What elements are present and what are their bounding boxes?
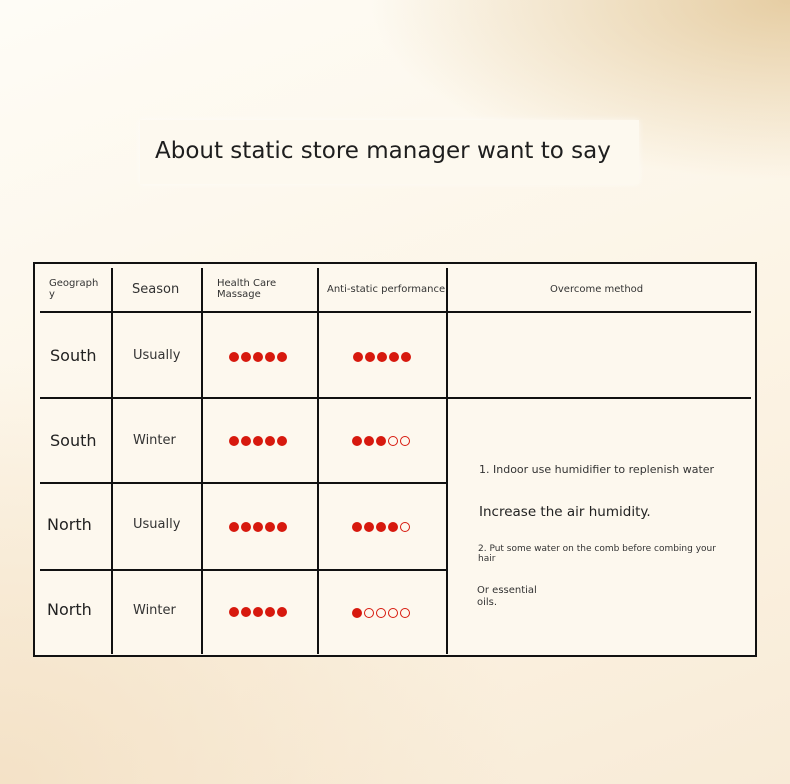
row-2-season: Winter	[133, 433, 176, 448]
rating-dot-filled-icon	[241, 607, 251, 617]
rating-dot-filled-icon	[229, 352, 239, 362]
row-4-season: Winter	[133, 603, 176, 618]
row-1-health-rating	[229, 352, 287, 362]
rating-dot-filled-icon	[277, 436, 287, 446]
rating-dot-filled-icon	[277, 522, 287, 532]
row-1-geography: South	[50, 346, 97, 365]
rating-dot-filled-icon	[388, 522, 398, 532]
header-geography: Geography	[49, 278, 99, 300]
row-2-antistatic-rating	[352, 436, 410, 446]
rating-dot-empty-icon	[400, 608, 410, 618]
rating-dot-filled-icon	[376, 522, 386, 532]
rating-dot-empty-icon	[400, 436, 410, 446]
rating-dot-filled-icon	[389, 352, 399, 362]
rating-dot-filled-icon	[229, 522, 239, 532]
rating-dot-filled-icon	[241, 436, 251, 446]
rating-dot-filled-icon	[401, 352, 411, 362]
rating-dot-filled-icon	[265, 522, 275, 532]
rating-dot-filled-icon	[241, 352, 251, 362]
header-divider	[40, 311, 751, 313]
rating-dot-filled-icon	[229, 607, 239, 617]
rating-dot-filled-icon	[229, 436, 239, 446]
rating-dot-filled-icon	[376, 436, 386, 446]
rating-dot-filled-icon	[277, 607, 287, 617]
rating-dot-filled-icon	[352, 522, 362, 532]
method-humidifier: 1. Indoor use humidifier to replenish water	[479, 463, 715, 476]
row-4-antistatic-rating	[352, 608, 410, 618]
row-3-geography: North	[47, 515, 92, 534]
rating-dot-filled-icon	[265, 436, 275, 446]
rating-dot-empty-icon	[364, 608, 374, 618]
rating-dot-empty-icon	[388, 436, 398, 446]
row-2-geography: South	[50, 431, 97, 450]
rating-dot-filled-icon	[364, 522, 374, 532]
col-divider-1	[111, 268, 113, 654]
rating-dot-filled-icon	[253, 352, 263, 362]
col-divider-3	[317, 268, 319, 654]
rating-dot-filled-icon	[241, 522, 251, 532]
header-health-care: Health Care Massage	[217, 278, 277, 300]
rating-dot-empty-icon	[376, 608, 386, 618]
col-divider-2	[201, 268, 203, 654]
row-1-season: Usually	[133, 348, 181, 363]
rating-dot-filled-icon	[364, 436, 374, 446]
page-title: About static store manager want to say	[155, 138, 611, 164]
row-divider-2	[40, 482, 448, 484]
row-3-health-rating	[229, 522, 287, 532]
rating-dot-filled-icon	[253, 607, 263, 617]
row-divider-1	[40, 397, 751, 399]
row-3-season: Usually	[133, 517, 181, 532]
rating-dot-filled-icon	[353, 352, 363, 362]
row-3-antistatic-rating	[352, 522, 410, 532]
header-season: Season	[132, 282, 180, 297]
col-divider-4	[446, 268, 448, 654]
rating-dot-filled-icon	[277, 352, 287, 362]
rating-dot-filled-icon	[352, 608, 362, 618]
rating-dot-empty-icon	[400, 522, 410, 532]
comparison-table	[33, 262, 757, 657]
header-overcome-method: Overcome method	[550, 284, 644, 295]
method-comb-water: 2. Put some water on the comb before combing your hair	[478, 544, 716, 564]
rating-dot-filled-icon	[265, 607, 275, 617]
method-essential-oils: Or essential oils.	[477, 585, 537, 608]
rating-dot-empty-icon	[388, 608, 398, 618]
rating-dot-filled-icon	[365, 352, 375, 362]
rating-dot-filled-icon	[377, 352, 387, 362]
row-4-geography: North	[47, 600, 92, 619]
rating-dot-filled-icon	[352, 436, 362, 446]
method-air-humidity: Increase the air humidity.	[479, 504, 651, 520]
rating-dot-filled-icon	[265, 352, 275, 362]
row-2-health-rating	[229, 436, 287, 446]
header-anti-static: Anti-static performance	[327, 284, 446, 295]
row-divider-3	[40, 569, 448, 571]
rating-dot-filled-icon	[253, 436, 263, 446]
row-4-health-rating	[229, 607, 287, 617]
rating-dot-filled-icon	[253, 522, 263, 532]
row-1-antistatic-rating	[353, 352, 411, 362]
